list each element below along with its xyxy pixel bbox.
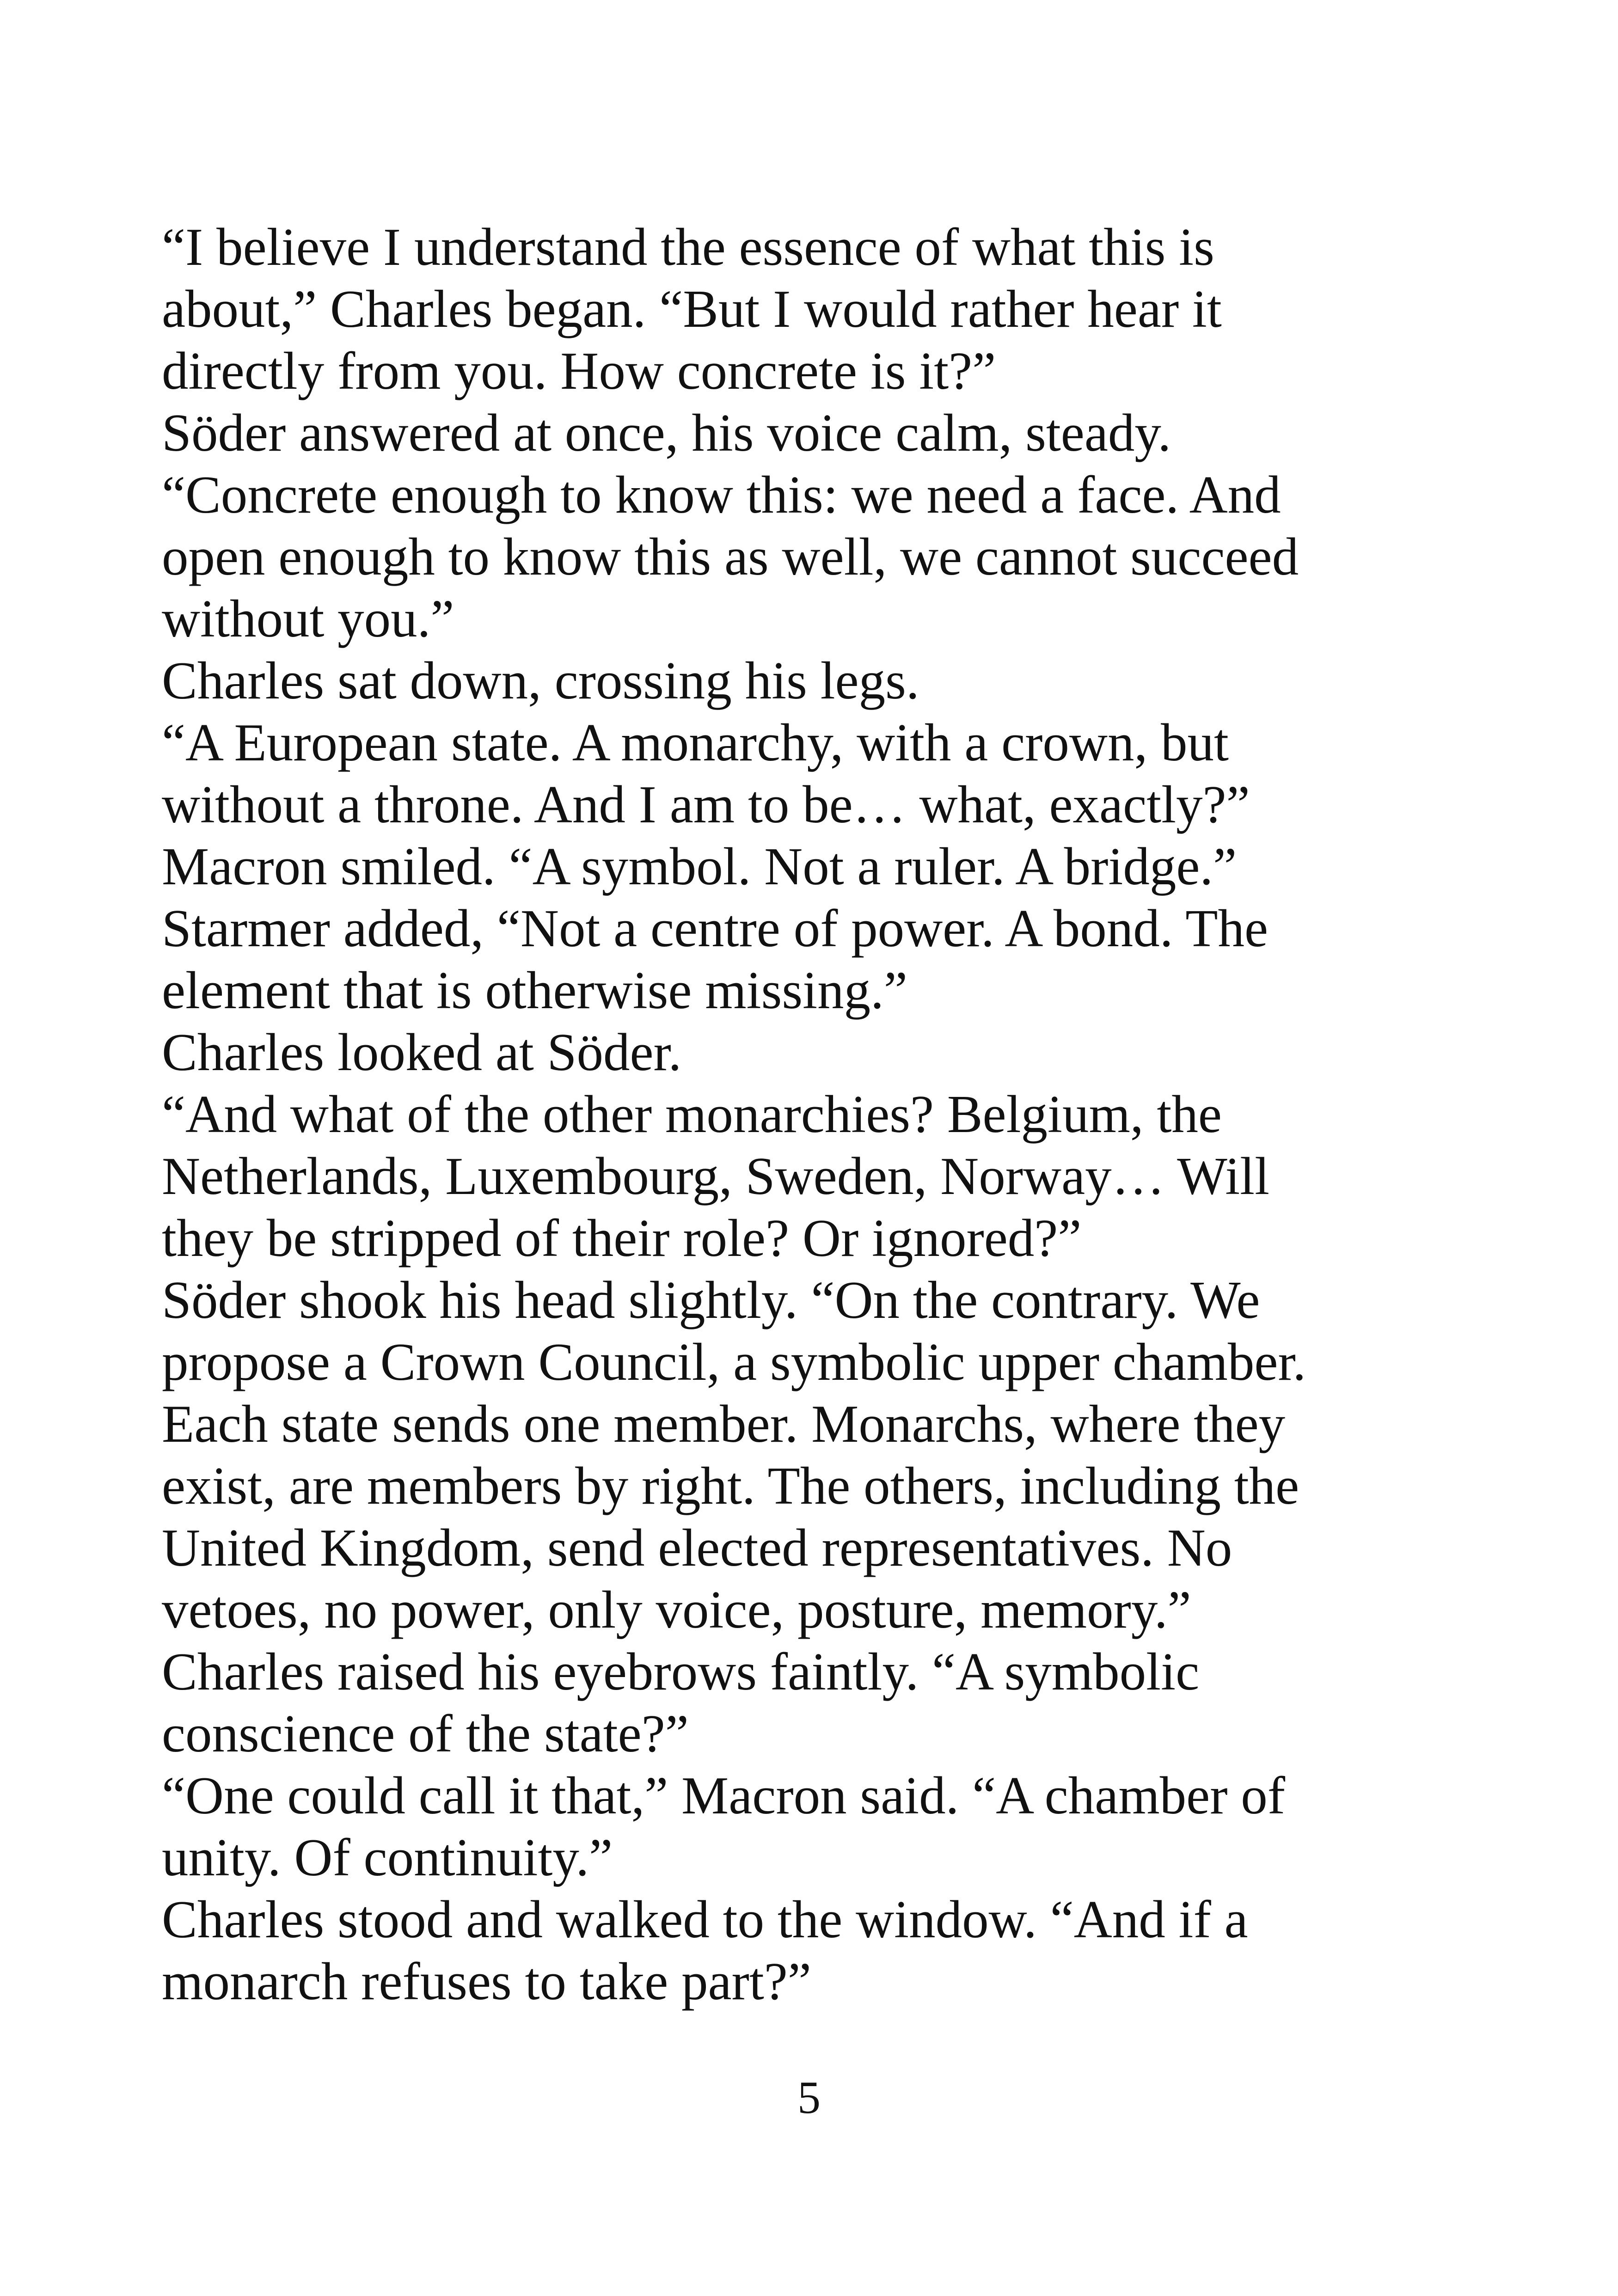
text-line: about,” Charles began. “But I would rather hear it [162,280,1222,338]
body-text [162,216,1373,2013]
text-line: monarch refuses to take part?” [162,1952,811,2011]
text-line: “One could call it that,” Macron said. “A chamber of [162,1766,1286,1825]
text-line: Each state sends one member. Monarchs, where they [162,1395,1286,1453]
text-line: exist, are members by right. The others, including the [162,1457,1299,1515]
text-line: without you.” [162,589,454,648]
text-line: propose a Crown Council, a symbolic upper chamber. [162,1333,1306,1391]
text-line: “A European state. A monarchy, with a crown, but [162,713,1229,772]
text-line: vetoes, no power, only voice, posture, memory.” [162,1580,1191,1639]
text-line: Charles looked at Söder. [162,1023,682,1082]
text-line: Charles sat down, crossing his legs. [162,651,919,710]
page-number: 5 [797,2072,821,2123]
text-line: element that is otherwise missing.” [162,961,907,1020]
text-line: they be stripped of their role? Or ignored?” [162,1209,1082,1267]
text-line: Starmer added, “Not a centre of power. A bond. The [162,899,1268,958]
text-line: Charles raised his eyebrows faintly. “A symbolic [162,1642,1200,1701]
text-line: “And what of the other monarchies? Belgium, the [162,1085,1222,1144]
text-line: without a throne. And I am to be… what, exactly?” [162,775,1250,834]
text-line: directly from you. How concrete is it?” [162,342,996,400]
text-line: Charles stood and walked to the window. “And if a [162,1890,1248,1949]
text-line: unity. Of continuity.” [162,1828,613,1887]
text-line: “I believe I understand the essence of what this is [162,218,1214,276]
text-line: Söder answered at once, his voice calm, steady. [162,404,1171,462]
text-line: Söder shook his head slightly. “On the contrary. We [162,1271,1260,1329]
text-line: Netherlands, Luxembourg, Sweden, Norway… Will [162,1147,1270,1206]
text-line: open enough to know this as well, we cannot succeed [162,527,1299,586]
text-line: Macron smiled. “A symbol. Not a ruler. A bridge.” [162,837,1237,896]
text-line: conscience of the state?” [162,1704,689,1763]
text-line: United Kingdom, send elected representatives. No [162,1518,1232,1577]
text-line: “Concrete enough to know this: we need a face. And [162,465,1281,524]
